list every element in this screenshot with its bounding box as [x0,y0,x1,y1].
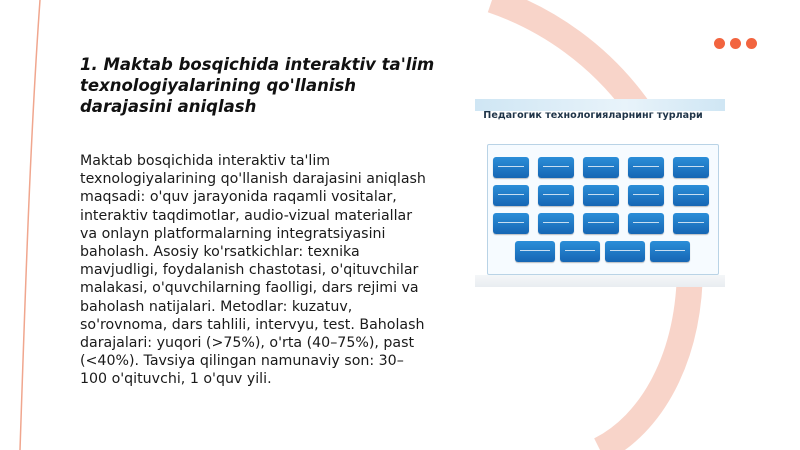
image-heading: Педагогик технологияларнинг турлари [483,110,703,121]
diagram-box [560,241,600,262]
diagram-box [493,157,529,178]
diagram-box [628,185,664,206]
slide-title: 1. Maktab bosqichida interaktiv ta'lim texnologiyalarining qo'llanish darajasini aniqlash [80,55,435,116]
three-dots-icon [714,38,757,49]
pedagogical-technologies-image [475,99,725,287]
diagram-box [673,185,709,206]
diagram-box [583,185,619,206]
slide-body-text: Maktab bosqichida interaktiv ta'lim texnologiyalarining qo'llanish darajasini aniqlash maqsadi: o'quv jarayonida raqamli vositalar, interaktiv taqdimotlar, audio-vizual materiallar va onlayn platformalarning integratsiyasini baholash. Asosiy ko'rsatkichlar: texnika mavjudligi, foydalanish chastotasi, o'qituvchilar malakasi, o'quvchilarning faolligi, dars rejimi va baholash natijalari. Metodlar: kuzatuv, so'rovnoma, dars tahlili, intervyu, test. Baholash darajalari: yuqori (>75%), o'rta (40–75%), past (<40%). Tavsiya qilingan namunaviy son: 30–100 o'qituvchi, 1 o'quv yili. [80,153,426,388]
diagram-box [538,185,574,206]
diagram-box [493,185,529,206]
diagram-box [605,241,645,262]
dot [746,38,757,49]
image-bottom-fade [475,275,725,287]
diagram-box [538,213,574,234]
dot [730,38,741,49]
diagram-box [673,157,709,178]
diagram-box [538,157,574,178]
diagram-box [673,213,709,234]
diagram-box [628,157,664,178]
dot [714,38,725,49]
diagram-box [628,213,664,234]
diagram-box [583,213,619,234]
diagram-box [583,157,619,178]
diagram-box [515,241,555,262]
diagram-box [650,241,690,262]
image-diagram-boxes [475,99,725,287]
diagram-box [493,213,529,234]
